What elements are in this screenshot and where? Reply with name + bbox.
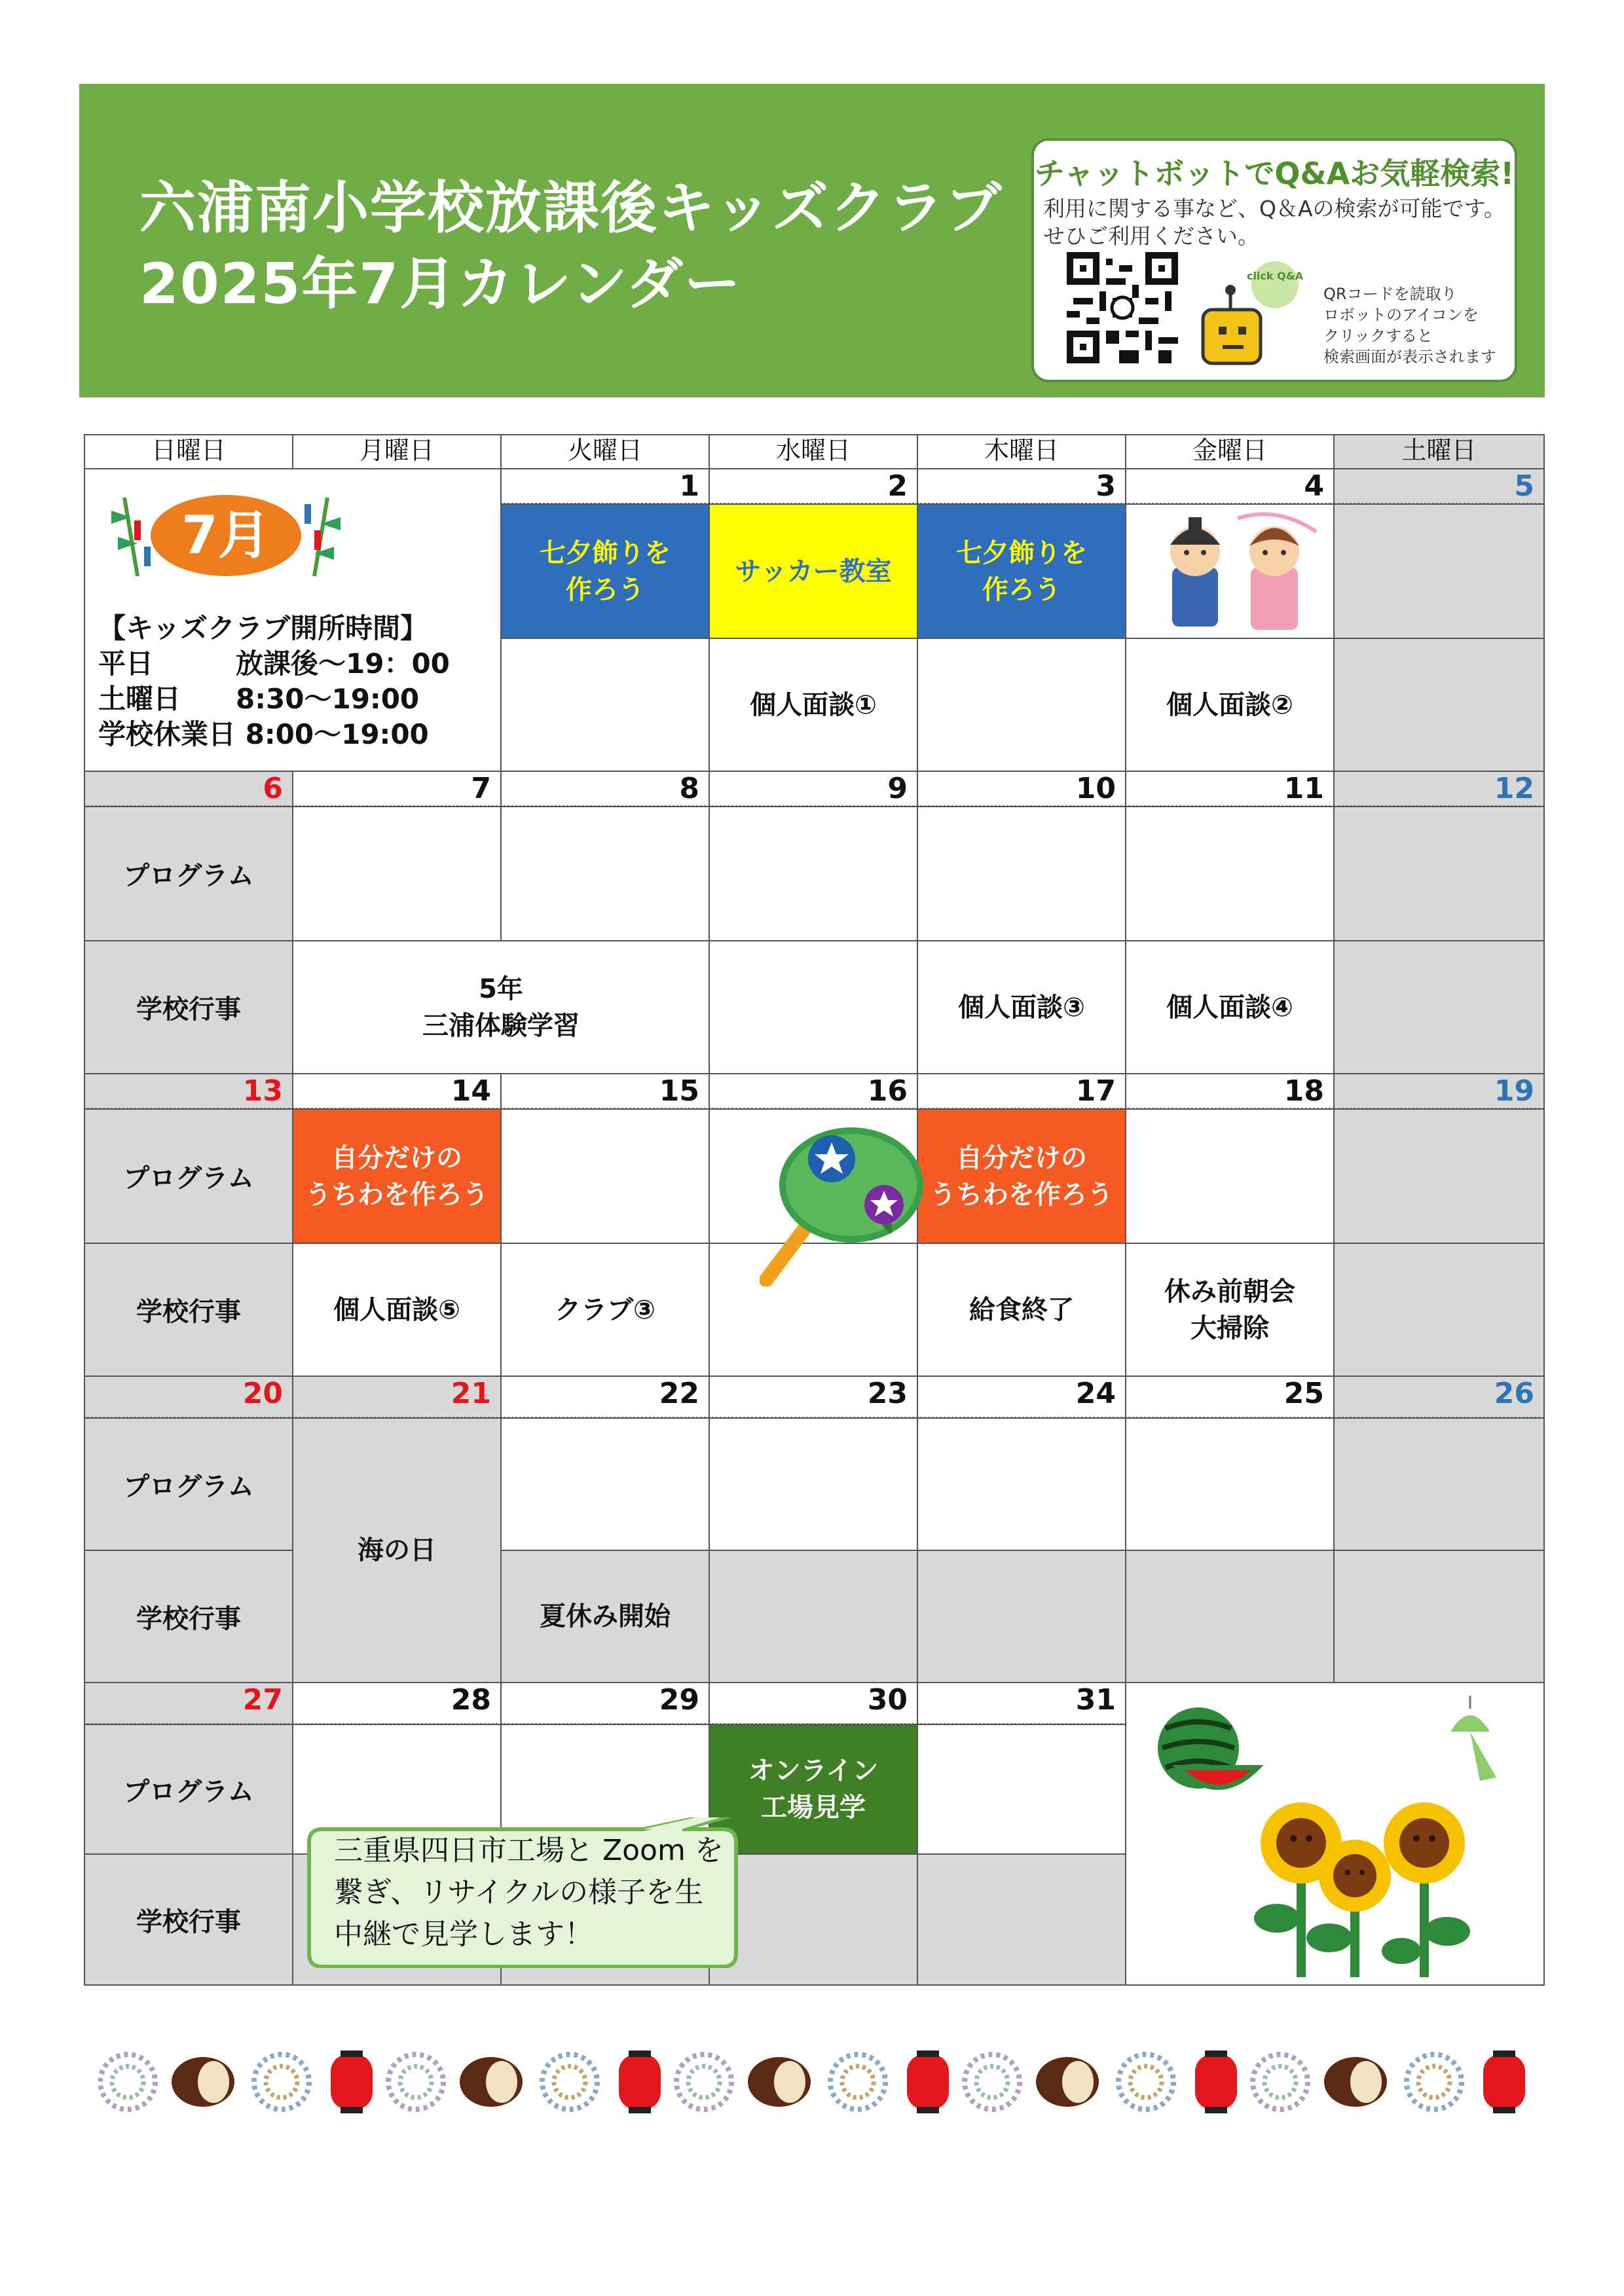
program-cell-22 [500, 1417, 710, 1551]
date-17: 17 [917, 1073, 1126, 1110]
weekday-mon: 月曜日 [292, 434, 502, 469]
program-cell-31 [917, 1724, 1126, 1855]
date-3: 3 [917, 468, 1126, 505]
hours-info [98, 611, 450, 752]
date-19: 19 [1333, 1073, 1545, 1110]
svg-text:7月: 7月 [181, 505, 270, 566]
school-interview-4: 個人面談④ [1166, 992, 1293, 1023]
date-11: 11 [1125, 771, 1335, 807]
label-program-w2: プログラム [123, 861, 254, 891]
school-summer-break-start: 夏休み開始 [540, 1601, 671, 1631]
date-8: 8 [500, 771, 710, 807]
date-28: 28 [292, 1682, 502, 1725]
school-cell-1 [500, 638, 710, 772]
program-cell-18 [1125, 1108, 1335, 1244]
header-banner [79, 84, 1545, 397]
school-interview-5: 個人面談⑤ [333, 1294, 460, 1325]
date-13: 13 [84, 1073, 293, 1110]
date-15: 15 [500, 1073, 710, 1110]
school-interview-1: 個人面談① [750, 689, 877, 720]
sunflowers-icon [1254, 1802, 1470, 1977]
robot-badge-text: click Q&A [1246, 270, 1304, 282]
school-club-3: クラブ③ [555, 1294, 655, 1325]
hours-heading: 【キッズクラブ開所時間】 [98, 612, 428, 644]
weekday-sun: 日曜日 [84, 434, 293, 469]
program-tanabata-1: 七夕飾りを 作ろう [540, 538, 671, 605]
program-online-factory-tour: オンライン 工場見学 [748, 1756, 879, 1823]
label-school-w4: 学校行事 [136, 1603, 241, 1634]
school-assembly-cleaning: 休み前朝会 大掃除 [1164, 1276, 1295, 1343]
weekday-wed: 水曜日 [709, 434, 918, 469]
program-cell-26 [1333, 1417, 1545, 1551]
date-5: 5 [1333, 468, 1545, 505]
summer-border-icon [98, 2049, 1539, 2115]
weekday-thu: 木曜日 [917, 434, 1126, 469]
program-cell-8 [500, 806, 710, 941]
july-badge-icon [98, 484, 360, 583]
date-7: 7 [292, 771, 502, 807]
date-20: 20 [84, 1376, 293, 1419]
school-cell-31 [917, 1853, 1126, 1986]
date-6: 6 [84, 771, 293, 807]
summer-decorations [1139, 1696, 1532, 1977]
program-uchiwa-17: 自分だけの うちわを作ろう [930, 1142, 1113, 1210]
school-lunch-end: 給食終了 [969, 1294, 1074, 1325]
label-school-w3: 学校行事 [136, 1297, 241, 1327]
watermelon-icon [1158, 1707, 1257, 1789]
school-cell-24 [917, 1550, 1126, 1683]
program-cell-7 [292, 806, 502, 941]
robot-icon[interactable] [1191, 259, 1316, 376]
program-tanabata-3: 七夕飾りを 作ろう [956, 538, 1087, 605]
page-title: 六浦南小学校放課後キッズクラブ [139, 175, 1003, 241]
school-cell-25 [1125, 1550, 1335, 1683]
qr-code-icon[interactable] [1067, 252, 1178, 363]
chatbot-line1: 利用に関する事など、Q＆Aの検索が可能です。 [1043, 196, 1505, 221]
program-cell-24 [917, 1417, 1126, 1551]
weekday-tue: 火曜日 [500, 434, 710, 469]
date-22: 22 [500, 1376, 710, 1419]
program-cell-11 [1125, 806, 1335, 941]
date-2: 2 [709, 468, 918, 505]
holiday-marine-day: 海の日 [358, 1535, 436, 1565]
robot-note-4: 検索画面が表示されます [1323, 348, 1496, 366]
date-27: 27 [84, 1682, 293, 1725]
weekday-fri: 金曜日 [1125, 434, 1335, 469]
hours-holiday: 学校休業日 8:00～19:00 [98, 718, 429, 750]
program-uchiwa-14: 自分だけの うちわを作ろう [305, 1142, 489, 1210]
label-school-w5: 学校行事 [136, 1906, 241, 1937]
speech-bubble-text: 三重県四日市工場と Zoom を繋ぎ、リサイクルの様子を生中継で見学します！ [334, 1834, 724, 1951]
date-31: 31 [917, 1682, 1126, 1725]
chatbot-panel[interactable] [1031, 138, 1517, 382]
program-cell-10 [917, 806, 1126, 941]
date-25: 25 [1125, 1376, 1335, 1419]
uchiwa-fan-icon [760, 1123, 943, 1286]
label-school-w2: 学校行事 [136, 994, 241, 1025]
school-cell-9 [709, 940, 918, 1074]
label-program-w3: プログラム [123, 1163, 254, 1194]
robot-note-3: クリックすると [1323, 327, 1433, 345]
school-cell-26 [1333, 1550, 1545, 1683]
date-9: 9 [709, 771, 918, 807]
page-subtitle: 2025年7月カレンダー [139, 251, 742, 317]
date-1: 1 [500, 468, 710, 505]
date-14: 14 [292, 1073, 502, 1110]
program-cell-12 [1333, 806, 1545, 941]
school-cell-23 [709, 1550, 918, 1683]
program-soccer: サッカー教室 [735, 556, 892, 587]
program-cell-19 [1333, 1108, 1545, 1244]
robot-note-1: QRコードを読取り [1323, 285, 1457, 303]
chatbot-heading: チャットボットでQ&Aお気軽検索! [1034, 156, 1515, 191]
date-12: 12 [1333, 771, 1545, 807]
hours-weekday: 平日 放課後～19：00 [98, 647, 450, 680]
date-21: 21 [292, 1376, 502, 1419]
date-26: 26 [1333, 1376, 1545, 1419]
school-interview-3: 個人面談③ [958, 992, 1085, 1023]
date-23: 23 [709, 1376, 918, 1419]
label-program-w5: プログラム [123, 1776, 254, 1807]
school-miura-trip: 5年 三浦体験学習 [422, 974, 580, 1041]
wind-chime-icon [1450, 1696, 1496, 1781]
school-cell-5 [1333, 638, 1545, 772]
chatbot-line2: せひご利用ください。 [1043, 223, 1259, 249]
school-cell-19 [1333, 1243, 1545, 1377]
date-16: 16 [709, 1073, 918, 1110]
program-cell-15 [500, 1108, 710, 1244]
school-interview-2: 個人面談② [1166, 689, 1293, 720]
date-24: 24 [917, 1376, 1126, 1419]
date-10: 10 [917, 771, 1126, 807]
program-cell-25 [1125, 1417, 1335, 1551]
program-cell-5 [1333, 503, 1545, 639]
program-cell-9 [709, 806, 918, 941]
date-18: 18 [1125, 1073, 1335, 1110]
robot-note-2: ロボットのアイコンを [1323, 306, 1479, 324]
date-30: 30 [709, 1682, 918, 1725]
tanabata-couple-icon [1153, 505, 1323, 636]
date-29: 29 [500, 1682, 710, 1725]
school-cell-12 [1333, 940, 1545, 1074]
weekday-sat: 土曜日 [1333, 434, 1545, 469]
date-4: 4 [1125, 468, 1335, 505]
hours-saturday: 土曜日 8:30～19:00 [98, 683, 420, 715]
program-cell-23 [709, 1417, 918, 1551]
label-program-w4: プログラム [123, 1471, 254, 1502]
school-cell-3 [917, 638, 1126, 772]
